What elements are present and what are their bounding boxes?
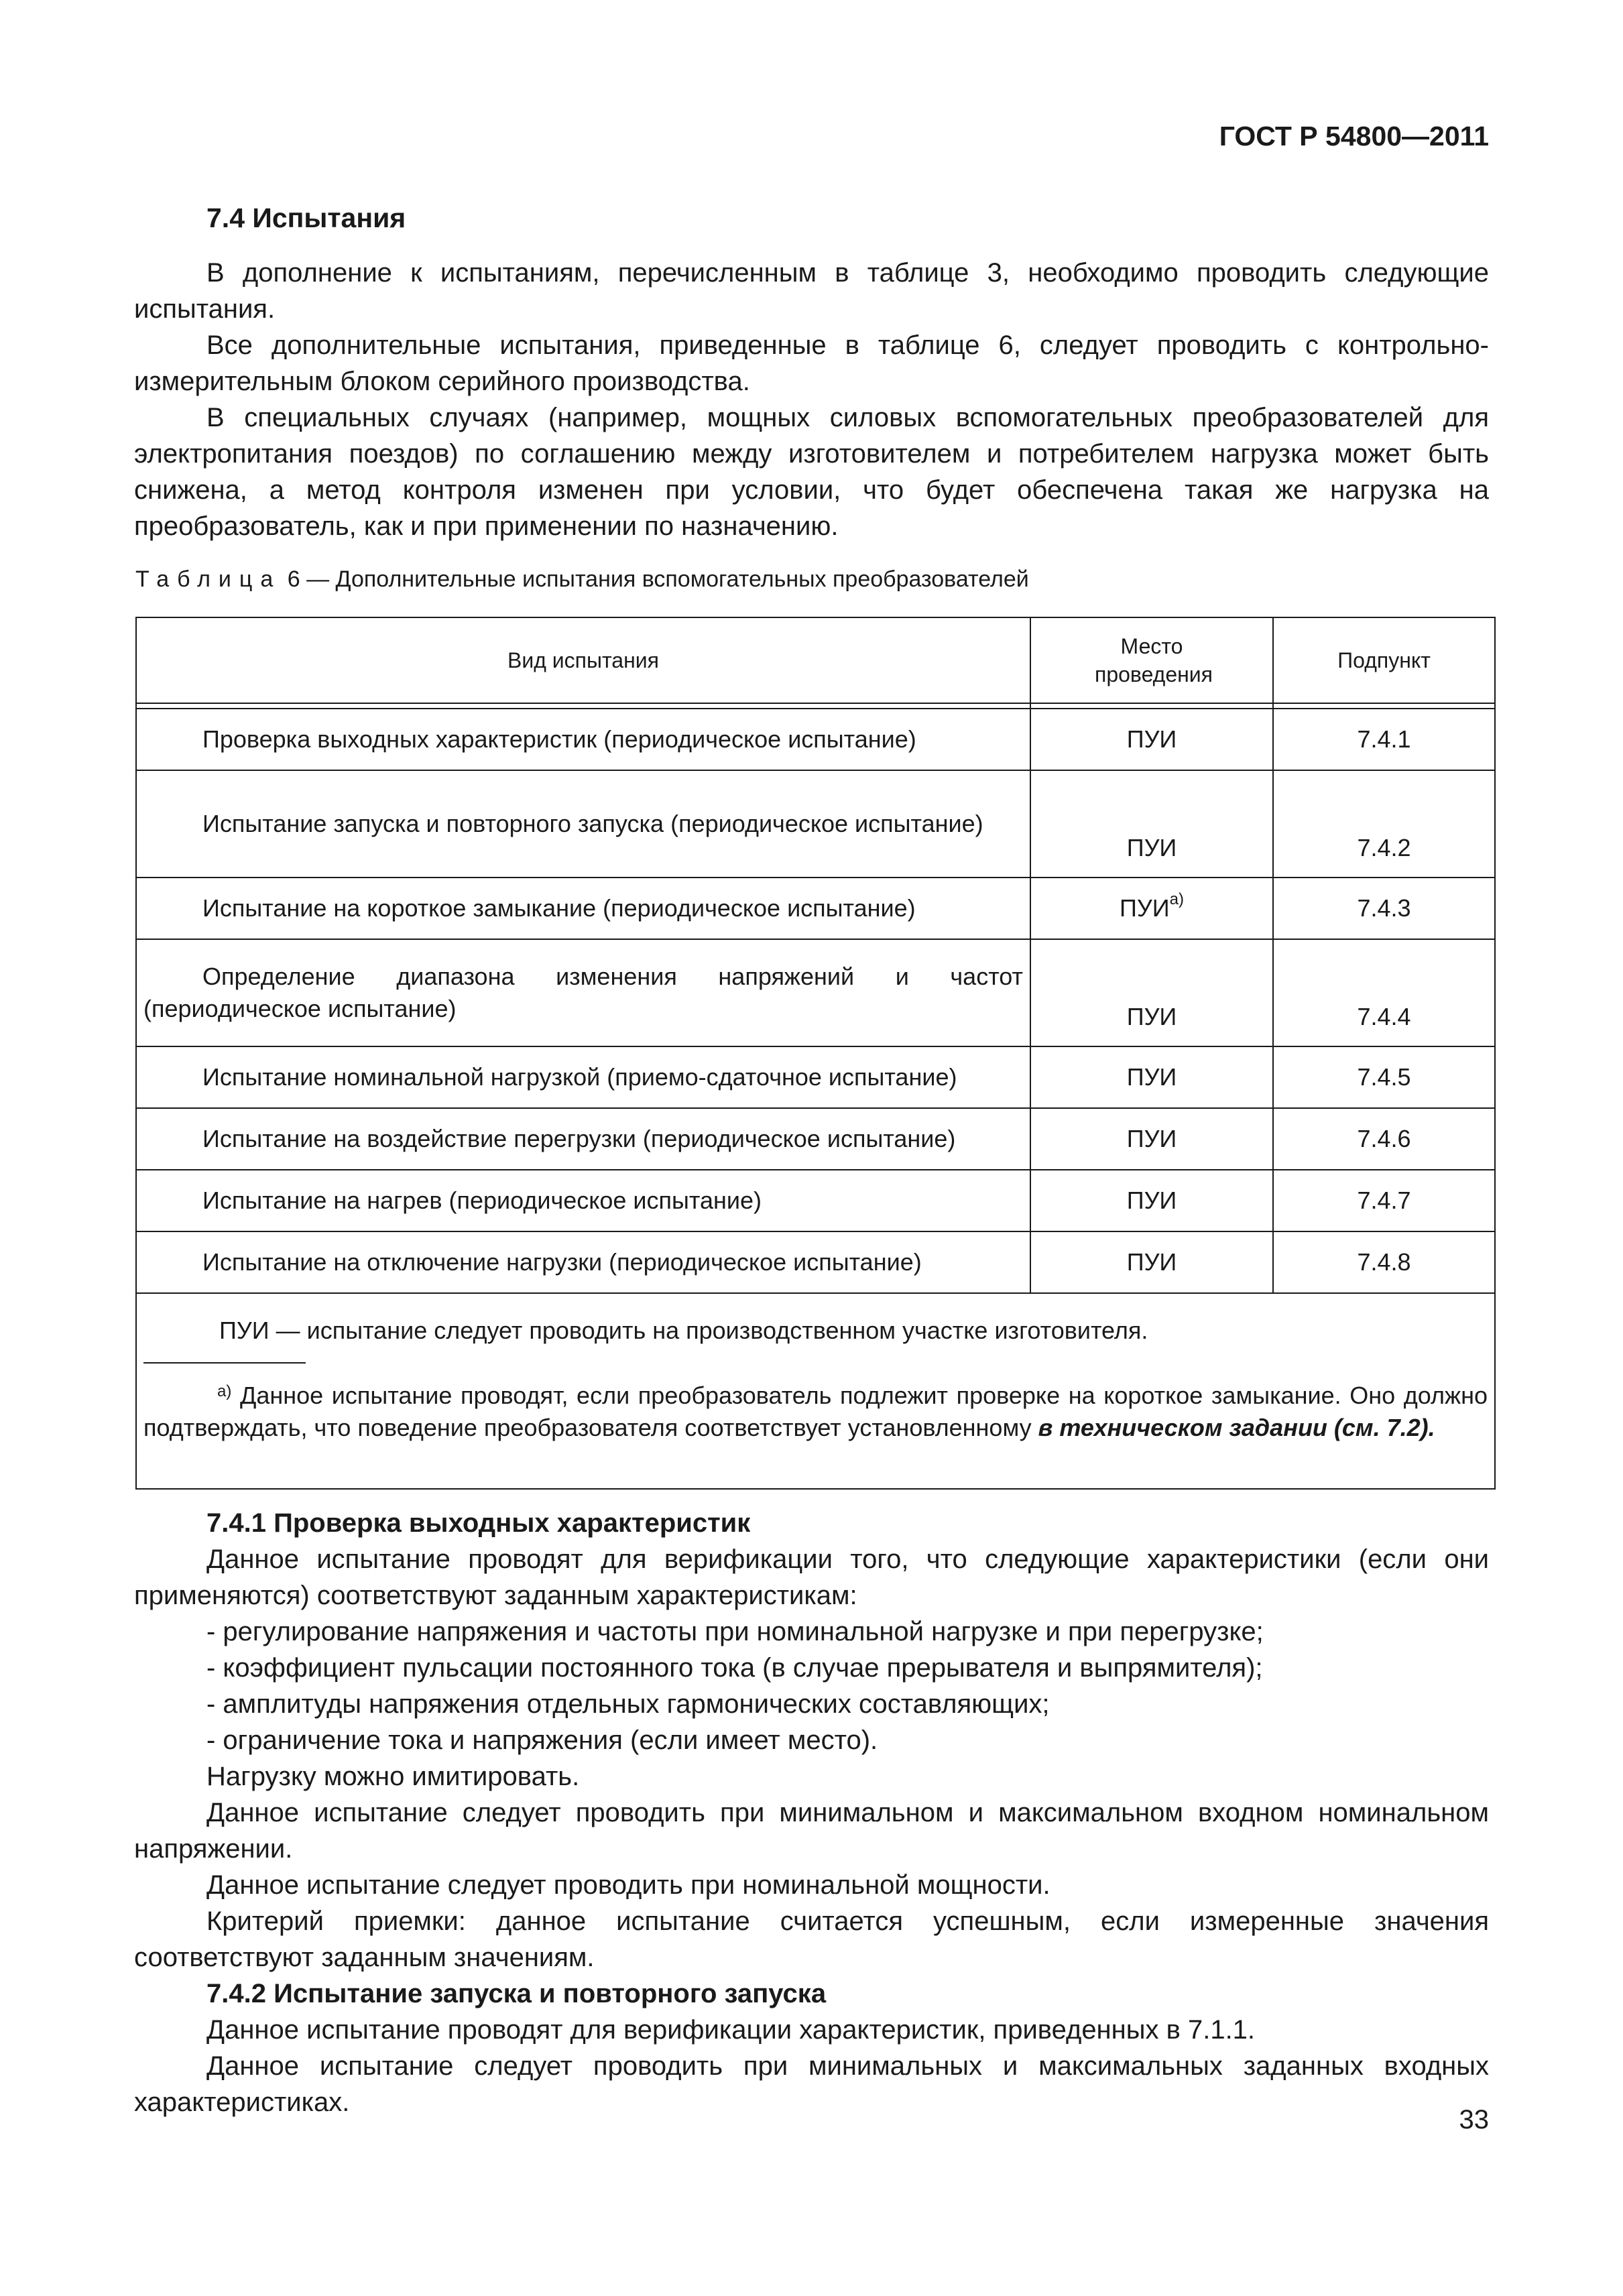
cell-test-name: Определение диапазона изменения напряжений и частот (периодическое испытание): [136, 939, 1030, 1046]
paragraph: Данное испытание следует проводить при минимальном и максимальном входном номинальном напряжении.: [134, 1798, 1489, 1864]
paragraph: В дополнение к испытаниям, перечисленным в таблице 3, необходимо проводить следующие испытания.: [134, 258, 1489, 324]
header-place-text: Место проведения: [1095, 634, 1213, 686]
paragraph: Данное испытание следует проводить при минимальных и максимальных заданных входных характеристиках.: [134, 2051, 1489, 2117]
section-7-4-2-title: 7.4.2 Испытание запуска и повторного запуска: [206, 1979, 827, 2008]
paragraph: Данное испытание следует проводить при номинальной мощности.: [206, 1870, 1050, 1900]
cell-subclause: 7.4.5: [1273, 1046, 1495, 1108]
cell-place: ПУИ: [1030, 770, 1273, 878]
page-number: 33: [1459, 2105, 1489, 2134]
paragraph: Критерий приемки: данное испытание считается успешным, если измеренные значения соответствуют заданным значениям.: [134, 1907, 1489, 1972]
section-7-4-2-title-line: [134, 1976, 1489, 2012]
footnote: [143, 1380, 1488, 1444]
table-row: [136, 709, 1495, 770]
table-row: [136, 878, 1495, 939]
paragraph: Данное испытание проводят для верификации характеристик, приведенных в 7.1.1.: [206, 2015, 1256, 2045]
cell-test-name: Испытание номинальной нагрузкой (приемо-сдаточное испытание): [136, 1046, 1030, 1108]
cell-test-name: Испытание на короткое замыкание (периодическое испытание): [136, 878, 1030, 939]
cell-place: ПУИ: [1030, 709, 1273, 770]
table-notes-row: [136, 1293, 1495, 1489]
section-7-4-title: 7.4 Испытания: [206, 202, 406, 233]
cell-place: ПУИ: [1030, 939, 1273, 1046]
cell-subclause: 7.4.8: [1273, 1231, 1495, 1293]
header-test-type: Вид испытания: [136, 617, 1030, 703]
cell-test-name: Проверка выходных характеристик (периодическое испытание): [136, 709, 1030, 770]
cell-test-name: Испытание на нагрев (периодическое испытание): [136, 1170, 1030, 1231]
cell-place-text: ПУИ: [1120, 894, 1170, 922]
cell-test-name: Испытание запуска и повторного запуска (периодическое испытание): [136, 770, 1030, 878]
list-item: - регулирование напряжения и частоты при номинальной нагрузке и при перегрузке;: [206, 1617, 1264, 1646]
header-place: [1030, 617, 1273, 703]
cell-subclause: 7.4.4: [1273, 939, 1495, 1046]
table-row: [136, 939, 1495, 1046]
table-caption-word: Таблица: [135, 566, 282, 592]
list-item: - амплитуды напряжения отдельных гармонических составляющих;: [206, 1689, 1050, 1719]
footnote-marker: а): [1169, 890, 1184, 908]
table-row: [136, 1231, 1495, 1293]
cell-place: ПУИ: [1030, 1170, 1273, 1231]
section-7-4-1-title-line: [134, 1505, 1489, 1541]
footnote-mark: а): [217, 1382, 232, 1400]
list-item: - коэффициент пульсации постоянного тока (в случае прерывателя и выпрямителя);: [206, 1653, 1263, 1683]
paragraph: В специальных случаях (например, мощных силовых вспомогательных преобразователей для электропитания поездов) по соглашению между изготовителем и потребителем нагрузка может быть снижена, а метод контроля изменен при условии, что будет обеспечена такая же нагрузка на преобразователь, как и при применении по назначению.: [134, 403, 1489, 541]
section-7-4-body: [134, 255, 1489, 544]
cell-place: ПУИ: [1030, 1046, 1273, 1108]
note-pui: ПУИ — испытание следует проводить на производственном участке изготовителя.: [219, 1317, 1148, 1344]
cell-subclause: 7.4.6: [1273, 1108, 1495, 1170]
cell-place: ПУИ: [1030, 1108, 1273, 1170]
table-row: [136, 1046, 1495, 1108]
header-divider: [136, 703, 1495, 709]
table-row: [136, 770, 1495, 878]
table-6: [135, 617, 1496, 1490]
section-7-4-1: [134, 1505, 1489, 2120]
table-row: [136, 1170, 1495, 1231]
table-notes: [136, 1293, 1495, 1489]
paragraph: Все дополнительные испытания, приведенные в таблице 6, следует проводить с контрольно-измерительным блоком серийного производства.: [134, 330, 1489, 396]
table-header-row: [136, 617, 1495, 703]
table-caption-text: 6 — Дополнительные испытания вспомогательных преобразователей: [281, 566, 1029, 592]
cell-test-name: Испытание на воздействие перегрузки (периодическое испытание): [136, 1108, 1030, 1170]
paragraph: Нагрузку можно имитировать.: [206, 1762, 580, 1791]
footnote-divider: [143, 1362, 306, 1364]
document-header: ГОСТ Р 54800—2011: [1219, 121, 1489, 152]
cell-test-name: Испытание на отключение нагрузки (периодическое испытание): [136, 1231, 1030, 1293]
cell-place: ПУИ: [1030, 1231, 1273, 1293]
cell-subclause: 7.4.2: [1273, 770, 1495, 878]
section-7-4-1-title: 7.4.1 Проверка выходных характеристик: [206, 1508, 751, 1538]
cell-subclause: 7.4.7: [1273, 1170, 1495, 1231]
header-subclause: Подпункт: [1273, 617, 1495, 703]
cell-place: [1030, 878, 1273, 939]
footnote-emphasis: в техническом задании (см. 7.2).: [1038, 1414, 1435, 1441]
table-row: [136, 1108, 1495, 1170]
cell-subclause: 7.4.1: [1273, 709, 1495, 770]
footnote-text: Данное испытание проводят, если преобразователь подлежит проверке на короткое замыкание. Оно должно подтверждать, что поведение преобразователя соответствует установленному: [143, 1382, 1488, 1441]
table-caption: [135, 566, 1029, 593]
paragraph: Данное испытание проводят для верификации того, что следующие характеристики (если они применяются) соответствуют заданным характеристикам:: [134, 1545, 1489, 1610]
list-item: - ограничение тока и напряжения (если имеет место).: [206, 1726, 878, 1755]
cell-subclause: 7.4.3: [1273, 878, 1495, 939]
